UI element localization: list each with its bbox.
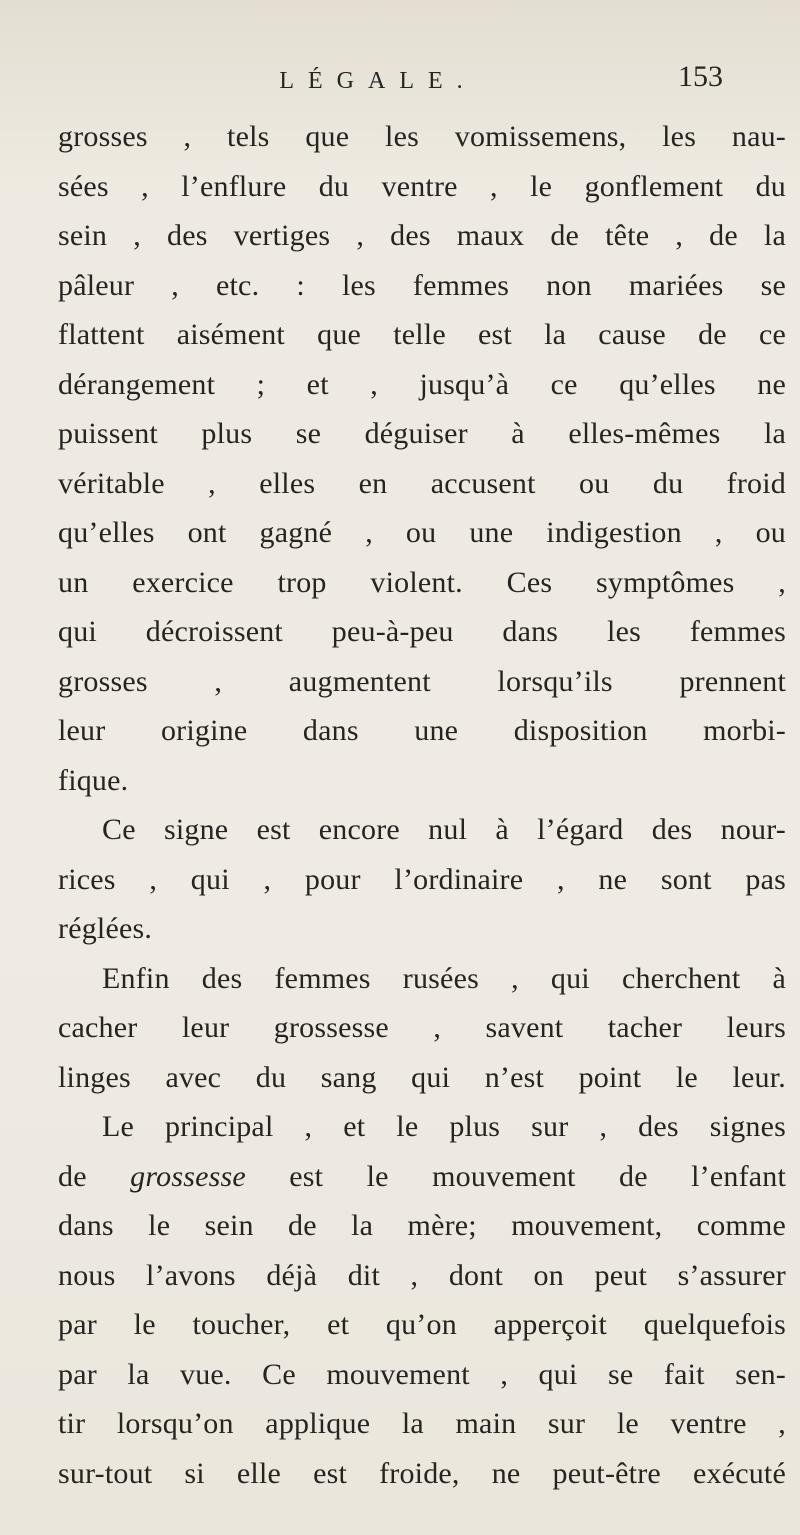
- text-line: qui décroissent peu-à-peu dans les femmes: [58, 615, 786, 648]
- text-line: tir lorsqu’on applique la main sur le ventre ,: [58, 1407, 786, 1440]
- text-line: leur origine dans une disposition morbi-: [58, 714, 786, 747]
- text-line: sein , des vertiges , des maux de tête , de la: [58, 219, 786, 252]
- text-line: véritable , elles en accusent ou du froid: [58, 466, 786, 500]
- text-line: dérangement ; et , jusqu’à ce qu’elles ne: [58, 367, 786, 401]
- text-line: réglées.: [58, 912, 153, 945]
- text-line: pâleur , etc. : les femmes non mariées se: [58, 268, 786, 302]
- text-line: puissent plus se déguiser à elles-mêmes la: [58, 417, 786, 450]
- text-line: nous l’avons déjà dit , dont on peut s’assurer: [58, 1258, 786, 1292]
- text-line: Ce signe est encore nul à l’égard des nour-: [102, 813, 786, 846]
- text-line: flattent aisément que telle est la cause de ce: [58, 318, 786, 351]
- text-line: grosses , tels que les vomissemens, les nau-: [58, 120, 786, 153]
- page-number: 153: [678, 60, 723, 93]
- text-line: dans le sein de la mère; mouvement, comme: [58, 1209, 786, 1242]
- text-line: rices , qui , pour l’ordinaire , ne sont pas: [58, 862, 786, 896]
- text-line: qu’elles ont gagné , ou une indigestion , ou: [58, 516, 786, 549]
- text-run: est le mouvement de l’enfant: [289, 1159, 787, 1193]
- text-line: sées , l’enflure du ventre , le gonflement du: [58, 169, 786, 203]
- text-line: [58, 1152, 786, 1202]
- running-title: LÉGALE.: [279, 68, 477, 94]
- text-line: grosses , augmentent lorsqu’ils prennent: [58, 664, 786, 698]
- body-text: [58, 112, 786, 1498]
- text-line: cacher leur grossesse , savent tacher leurs: [58, 1011, 786, 1044]
- text-line: linges avec du sang qui n’est point le leur.: [58, 1060, 786, 1094]
- text-line: fique.: [58, 763, 129, 797]
- text-line: un exercice trop violent. Ces symptômes ,: [58, 565, 786, 599]
- text-run: de: [58, 1159, 87, 1193]
- page-header: [0, 60, 800, 110]
- text-line: par la vue. Ce mouvement , qui se fait sen-: [58, 1357, 786, 1391]
- text-line: sur-tout si elle est froide, ne peut-être exécuté: [58, 1456, 786, 1490]
- text-line: Enfin des femmes rusées , qui cherchent à: [102, 961, 786, 995]
- italic-term: grossesse: [130, 1159, 246, 1193]
- text-line: Le principal , et le plus sur , des signes: [102, 1110, 786, 1143]
- text-line: par le toucher, et qu’on apperçoit quelquefois: [58, 1308, 786, 1341]
